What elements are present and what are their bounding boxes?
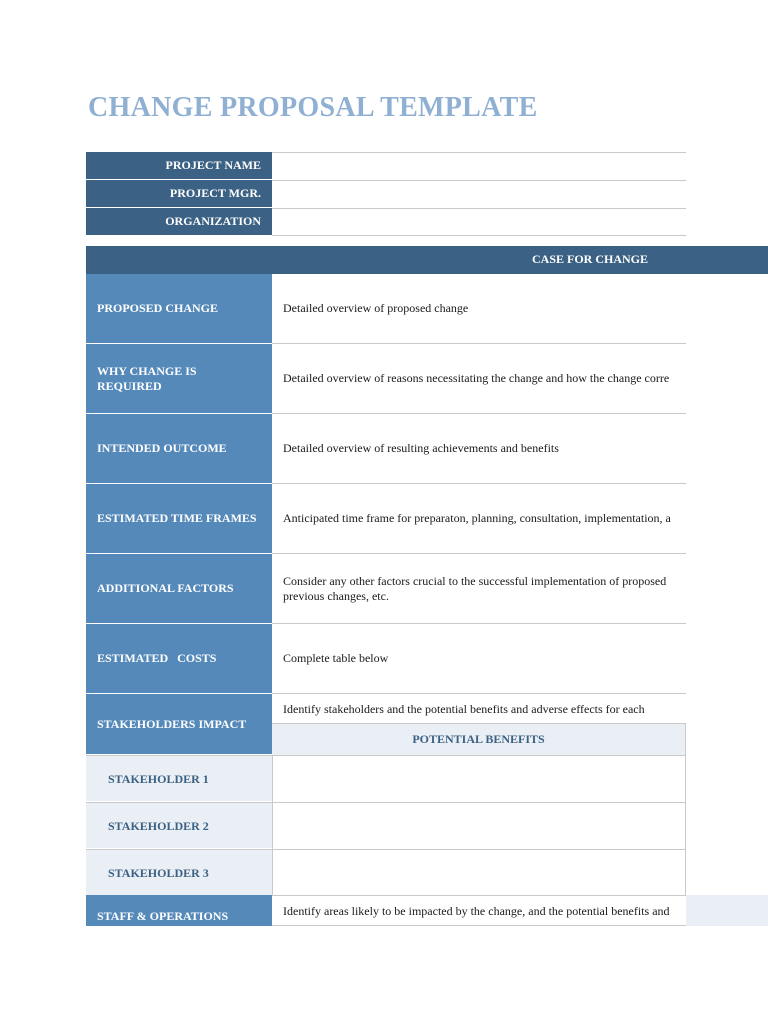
time-frames-field[interactable]: Anticipated time frame for preparaton, planning, consultation, implementation, a bbox=[272, 484, 686, 554]
project-name-field[interactable] bbox=[272, 152, 686, 180]
stakeholders-impact-row bbox=[86, 694, 686, 755]
stakeholder-row-1 bbox=[86, 755, 686, 802]
why-change-label: WHY CHANGE IS REQUIRED bbox=[86, 344, 272, 414]
proposed-change-field[interactable]: Detailed overview of proposed change bbox=[272, 274, 686, 344]
organization-label: ORGANIZATION bbox=[86, 208, 272, 236]
additional-factors-field[interactable]: Consider any other factors crucial to the successful implementation of proposed previous changes, etc. bbox=[272, 554, 686, 624]
case-for-change-header: CASE FOR CHANGE bbox=[86, 246, 768, 274]
additional-factors-label: ADDITIONAL FACTORS bbox=[86, 554, 272, 624]
time-frames-label: ESTIMATED TIME FRAMES bbox=[86, 484, 272, 554]
info-row-organization bbox=[86, 208, 686, 236]
project-mgr-field[interactable] bbox=[272, 180, 686, 208]
proposed-change-label: PROPOSED CHANGE bbox=[86, 274, 272, 344]
case-row-intended-outcome bbox=[86, 414, 686, 484]
why-change-field[interactable]: Detailed overview of reasons necessitating the change and how the change corre bbox=[272, 344, 686, 414]
stakeholder-row-3 bbox=[86, 849, 686, 896]
stakeholder-1-benefits-field[interactable] bbox=[272, 755, 686, 802]
intended-outcome-field[interactable]: Detailed overview of resulting achievements and benefits bbox=[272, 414, 686, 484]
page-title: CHANGE PROPOSAL TEMPLATE bbox=[88, 92, 538, 123]
project-name-label: PROJECT NAME bbox=[86, 152, 272, 180]
project-info-table bbox=[86, 152, 686, 236]
case-row-time-frames bbox=[86, 484, 686, 554]
estimated-costs-label: ESTIMATED COSTS bbox=[86, 624, 272, 694]
stakeholder-2-label: STAKEHOLDER 2 bbox=[86, 802, 272, 849]
estimated-costs-field[interactable]: Complete table below bbox=[272, 624, 686, 694]
stakeholder-3-benefits-field[interactable] bbox=[272, 849, 686, 896]
staff-operations-row bbox=[86, 895, 768, 926]
case-row-estimated-costs bbox=[86, 624, 686, 694]
stakeholders-impact-description[interactable]: Identify stakeholders and the potential benefits and adverse effects for each bbox=[272, 694, 686, 724]
project-mgr-label: PROJECT MGR. bbox=[86, 180, 272, 208]
stakeholders-impact-right bbox=[272, 694, 686, 755]
staff-operations-label: STAFF & OPERATIONS bbox=[86, 895, 272, 926]
case-for-change-table bbox=[86, 274, 686, 694]
stakeholder-2-benefits-field[interactable] bbox=[272, 802, 686, 849]
stakeholder-3-label: STAKEHOLDER 3 bbox=[86, 849, 272, 896]
intended-outcome-label: INTENDED OUTCOME bbox=[86, 414, 272, 484]
info-row-project-mgr bbox=[86, 180, 686, 208]
organization-field[interactable] bbox=[272, 208, 686, 236]
staff-operations-column-fill bbox=[686, 895, 768, 926]
info-row-project-name bbox=[86, 152, 686, 180]
case-row-why-change bbox=[86, 344, 686, 414]
staff-operations-description[interactable]: Identify areas likely to be impacted by the change, and the potential benefits and bbox=[272, 895, 686, 926]
stakeholders-table bbox=[86, 755, 686, 896]
case-row-proposed-change bbox=[86, 274, 686, 344]
stakeholder-row-2 bbox=[86, 802, 686, 849]
stakeholder-1-label: STAKEHOLDER 1 bbox=[86, 755, 272, 802]
case-row-additional-factors bbox=[86, 554, 686, 624]
potential-benefits-header: POTENTIAL BENEFITS bbox=[272, 724, 686, 755]
stakeholders-impact-label: STAKEHOLDERS IMPACT bbox=[86, 694, 272, 755]
